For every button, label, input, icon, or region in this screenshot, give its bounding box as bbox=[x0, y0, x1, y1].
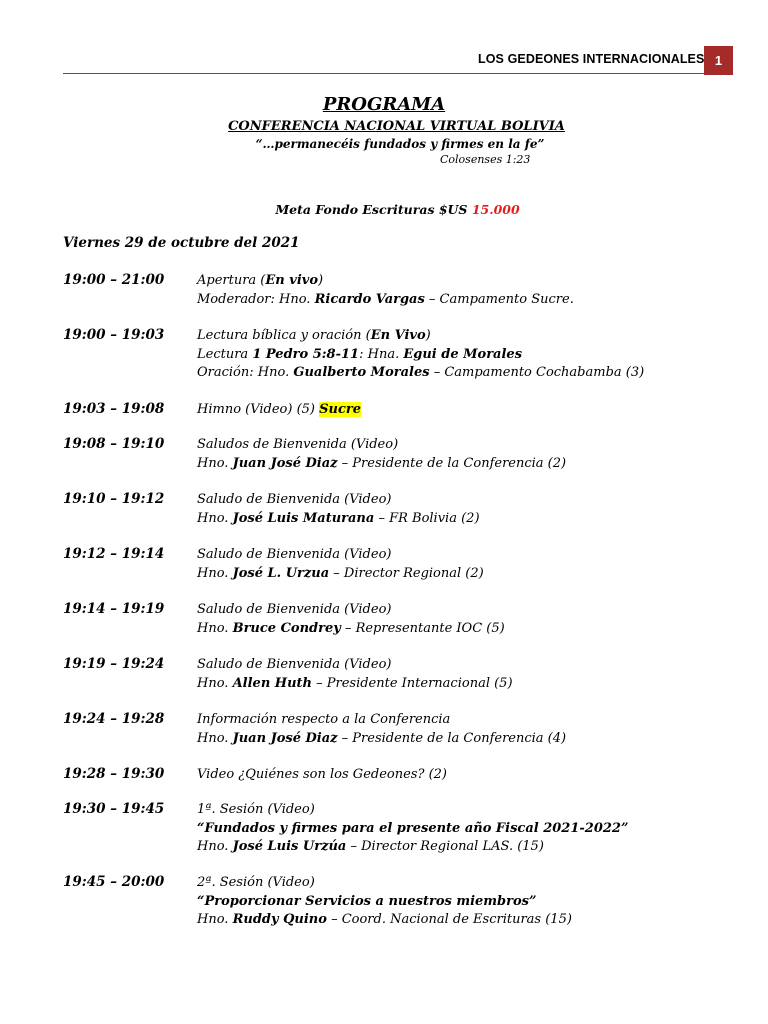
theme-quote: “…permanecéis fundados y firmes en la fe” bbox=[255, 137, 545, 151]
schedule-time: 19:19 – 19:24 bbox=[63, 656, 165, 672]
schedule-detail-line bbox=[197, 546, 484, 565]
bold-text: Gualberto Morales bbox=[293, 365, 430, 380]
detail-text: Saludo de Bienvenida (Video) bbox=[197, 602, 392, 617]
schedule-time: 19:28 – 19:30 bbox=[63, 766, 165, 782]
conference-name: CONFERENCIA NACIONAL VIRTUAL BOLIVIA bbox=[228, 119, 565, 134]
detail-text: – Campamento Sucre. bbox=[424, 291, 574, 307]
header-divider bbox=[63, 73, 704, 74]
schedule-time: 19:00 – 21:00 bbox=[63, 272, 165, 288]
highlighted-text: Sucre bbox=[319, 402, 362, 417]
detail-text: : Hna. bbox=[359, 346, 404, 362]
bold-text: Egui de Morales bbox=[403, 346, 523, 362]
bold-text: Ricardo Vargas bbox=[314, 291, 425, 307]
bold-text: Bruce Condrey bbox=[232, 620, 341, 636]
schedule-time: 19:30 – 19:45 bbox=[63, 801, 165, 817]
detail-text: Información respecto a la Conferencia bbox=[197, 712, 451, 727]
bold-text: José Luis Maturana bbox=[232, 510, 375, 526]
detail-text: – Coord. Nacional de Escrituras (15) bbox=[326, 912, 572, 927]
bold-text: “Fundados y firmes para el presente año Fiscal 2021-2022” bbox=[197, 820, 629, 836]
detail-text: Lectura bíblica y oración ( bbox=[197, 328, 371, 343]
schedule-details bbox=[197, 766, 447, 785]
detail-text: Oración: Hno. bbox=[197, 365, 294, 380]
detail-text: Hno. bbox=[197, 455, 233, 471]
schedule-detail-line bbox=[197, 711, 566, 730]
detail-text: Hno. bbox=[197, 839, 233, 854]
schedule-detail-line bbox=[197, 601, 505, 620]
schedule-details bbox=[197, 401, 361, 420]
schedule-details bbox=[197, 546, 484, 583]
schedule-detail-line bbox=[197, 364, 644, 383]
schedule-time: 19:45 – 20:00 bbox=[63, 874, 165, 890]
schedule-detail-line bbox=[197, 874, 572, 893]
detail-text: Hno. bbox=[197, 912, 233, 927]
schedule-time: 19:08 – 19:10 bbox=[63, 436, 165, 452]
detail-text: Saludos de Bienvenida (Video) bbox=[197, 437, 399, 452]
bold-text: Juan José Diaz bbox=[232, 455, 338, 471]
schedule-detail-line bbox=[197, 327, 644, 346]
detail-text: Saludo de Bienvenida (Video) bbox=[197, 657, 392, 672]
quote-reference: Colosenses 1:23 bbox=[440, 153, 531, 166]
program-date: Viernes 29 de octubre del 2021 bbox=[63, 235, 300, 251]
schedule-detail-line bbox=[197, 565, 484, 584]
bold-text: José Luis Urzúa bbox=[232, 839, 347, 854]
detail-text: – FR Bolivia (2) bbox=[374, 510, 480, 526]
schedule-detail-line bbox=[197, 436, 566, 455]
schedule-detail-line bbox=[197, 620, 505, 639]
schedule-detail-line bbox=[197, 911, 572, 930]
schedule-details bbox=[197, 711, 566, 748]
schedule-time: 19:12 – 19:14 bbox=[63, 546, 165, 562]
schedule-detail-line bbox=[197, 820, 628, 839]
schedule-detail-line bbox=[197, 455, 566, 474]
schedule-time: 19:03 – 19:08 bbox=[63, 401, 165, 417]
schedule-details bbox=[197, 436, 566, 473]
schedule-detail-line bbox=[197, 675, 513, 694]
detail-text: – Director Regional LAS. (15) bbox=[346, 839, 544, 854]
bold-text: Allen Huth bbox=[232, 675, 312, 691]
detail-text: Hno. bbox=[197, 510, 233, 526]
detail-text: Himno (Video) (5) bbox=[197, 402, 320, 417]
document-title: PROGRAMA bbox=[322, 94, 446, 115]
fund-goal bbox=[0, 202, 768, 217]
detail-text: 1ª. Sesión (Video) bbox=[197, 802, 315, 817]
detail-text: – Representante IOC (5) bbox=[340, 620, 505, 636]
schedule-time: 19:24 – 19:28 bbox=[63, 711, 165, 727]
schedule-details bbox=[197, 601, 505, 638]
schedule-detail-line bbox=[197, 491, 480, 510]
detail-text: Video ¿Quiénes son los Gedeones? (2) bbox=[197, 767, 447, 782]
detail-text: – Presidente de la Conferencia (4) bbox=[337, 730, 567, 746]
detail-text: Apertura ( bbox=[197, 273, 266, 288]
bold-text: En Vivo bbox=[370, 328, 426, 343]
page-number-badge: 1 bbox=[704, 46, 733, 75]
detail-text: Hno. bbox=[197, 675, 233, 691]
schedule-details bbox=[197, 801, 628, 857]
header-org-name: LOS GEDEONES INTERNACIONALES bbox=[478, 52, 705, 66]
schedule-detail-line bbox=[197, 801, 628, 820]
schedule-details bbox=[197, 327, 644, 383]
detail-text: Hno. bbox=[197, 565, 233, 581]
detail-text: ) bbox=[318, 273, 324, 288]
bold-text: En vivo bbox=[265, 273, 318, 288]
detail-text: Lectura bbox=[197, 346, 253, 362]
schedule-time: 19:00 – 19:03 bbox=[63, 327, 165, 343]
bold-text: Juan José Diaz bbox=[232, 730, 338, 746]
bold-text: Ruddy Quino bbox=[232, 912, 327, 927]
schedule-details bbox=[197, 874, 572, 930]
bold-text: “Proporcionar Servicios a nuestros miembros” bbox=[197, 893, 537, 909]
schedule-detail-line bbox=[197, 272, 574, 291]
schedule-details bbox=[197, 491, 480, 528]
bold-text: 1 Pedro 5:8-11 bbox=[252, 346, 360, 362]
schedule-detail-line bbox=[197, 838, 628, 857]
schedule-detail-line bbox=[197, 766, 447, 785]
fund-goal-label: Meta Fondo Escrituras $US bbox=[275, 202, 468, 217]
detail-text: Saludo de Bienvenida (Video) bbox=[197, 547, 392, 562]
schedule-detail-line bbox=[197, 730, 566, 749]
detail-text: – Presidente Internacional (5) bbox=[311, 675, 513, 691]
schedule-details bbox=[197, 272, 574, 309]
detail-text: – Presidente de la Conferencia (2) bbox=[337, 455, 567, 471]
schedule-detail-line bbox=[197, 401, 361, 420]
schedule-time: 19:14 – 19:19 bbox=[63, 601, 165, 617]
detail-text: Hno. bbox=[197, 620, 233, 636]
detail-text: – Director Regional (2) bbox=[329, 565, 484, 581]
bold-text: José L. Urzua bbox=[232, 565, 330, 581]
schedule-detail-line bbox=[197, 346, 644, 365]
detail-text: Saludo de Bienvenida (Video) bbox=[197, 492, 392, 507]
detail-text: 2ª. Sesión (Video) bbox=[197, 875, 315, 890]
schedule-time: 19:10 – 19:12 bbox=[63, 491, 165, 507]
schedule-detail-line bbox=[197, 510, 480, 529]
detail-text: ) bbox=[425, 328, 431, 343]
detail-text: Moderador: Hno. bbox=[197, 291, 315, 307]
schedule-detail-line bbox=[197, 291, 574, 310]
detail-text: – Campamento Cochabamba (3) bbox=[429, 365, 645, 380]
schedule-details bbox=[197, 656, 513, 693]
schedule-detail-line bbox=[197, 656, 513, 675]
detail-text: Hno. bbox=[197, 730, 233, 746]
schedule-detail-line bbox=[197, 893, 572, 912]
fund-goal-amount: 15.000 bbox=[471, 202, 520, 217]
